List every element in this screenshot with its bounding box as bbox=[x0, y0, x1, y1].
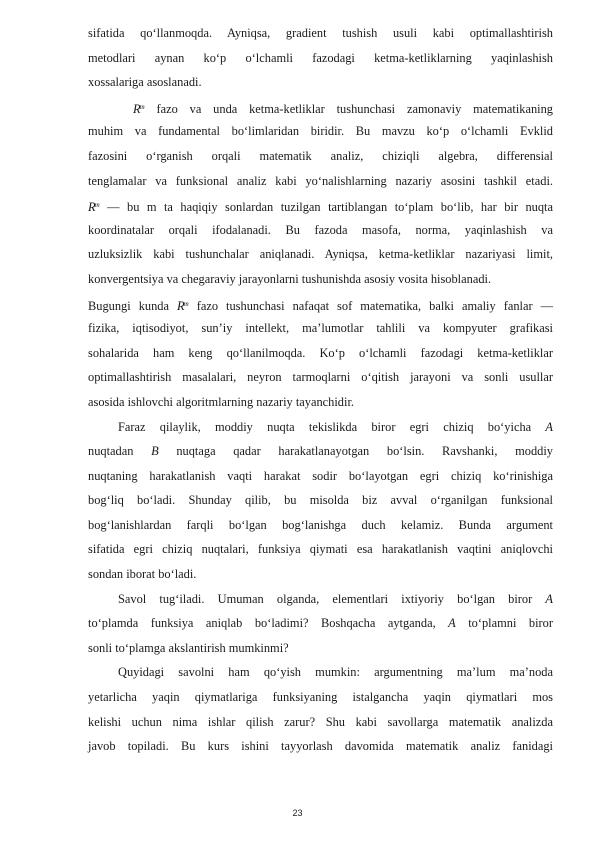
text-line: javob topiladi. Bu kurs ishini tayyorlash davomida matematik analiz fanidagi bbox=[88, 739, 553, 754]
math-superscript-m: m bbox=[139, 102, 145, 111]
math-superscript-m: m bbox=[183, 299, 189, 308]
text-line: nuqtaning harakatlanish vaqti harakat sodir bo‘layotgan egri chiziq ko‘rinishiga bbox=[88, 468, 553, 483]
text-line: metodlari aynan ko‘p o‘lchamli fazodagi ketma-ketliklarning yaqinlashish bbox=[88, 50, 553, 65]
text-line: kelishi uchun nima ishlar qilish zarur? Shu kabi savollarga matematik analizda bbox=[88, 714, 553, 729]
math-symbol-b: B bbox=[151, 444, 159, 459]
text-line: koordinatalar orqali ifodalanadi. Bu fazoda masofa, norma, yaqinlashish va bbox=[88, 222, 553, 237]
text-line: bog‘liq bo‘ladi. Shunday qilib, bu misolda biz avval o‘rganilgan funksional bbox=[88, 493, 553, 508]
text-line: yetarlicha yaqin qiymatlariga funksiyaning istalgancha yaqin qiymatlari mos bbox=[88, 690, 553, 705]
math-symbol-a: A bbox=[545, 591, 553, 606]
text-line: optimallashtirish masalalari, neyron tarmoqlarni o‘qitish jarayoni va sonli usullar bbox=[88, 370, 553, 385]
text-line: konvergentsiya va chegaraviy jarayonlarni tushunishda asosiy vosita hisoblanadi. bbox=[88, 271, 492, 286]
text-line: to‘plamda funksiya aniqlab bo‘ladimi? Boshqacha aytganda, A to‘plamni biror bbox=[88, 616, 553, 631]
text-line: Faraz qilaylik, moddiy nuqta tekislikda biror egri chiziq bo‘yicha A bbox=[118, 419, 553, 434]
text-line: fazosini o‘rganish orqali matematik analiz, chiziqli algebra, differensial bbox=[88, 148, 553, 163]
text-line: sifatida egri chiziq nuqtalari, funksiya qiymati esa harakatlanish vaqtini aniqlovchi bbox=[88, 542, 553, 557]
math-symbol-r: R bbox=[177, 298, 185, 313]
text-line: sondan iborat bo‘ladi. bbox=[88, 567, 197, 582]
math-symbol-a: A bbox=[545, 419, 553, 434]
text-line: nuqtadan B nuqtaga qadar harakatlanayotgan bo‘lsin. Ravshanki, moddiy bbox=[88, 444, 553, 459]
text-line: Bugungi kunda $R^m$ fazo tushunchasi nafaqat sof matematika, balki amaliy fanlar — bbox=[88, 298, 553, 313]
text-line: bog‘lanishlardan farqli bo‘lgan bog‘lanishga duch kelamiz. Bunda argument bbox=[88, 517, 553, 532]
text-line: asosida ishlovchi algoritmlarning nazariy tayanchidir. bbox=[88, 394, 354, 409]
body-text bbox=[88, 21, 553, 759]
math-superscript-m: m bbox=[94, 201, 100, 210]
math-symbol-r: R bbox=[133, 101, 141, 116]
text-line: xossalariga asoslanadi. bbox=[88, 75, 202, 90]
text-line: sohalarida ham keng qo‘llanilmoqda. Ko‘p o‘lchamli fazodagi ketma-ketliklar bbox=[88, 345, 553, 360]
text-line: $R^m$ fazo va unda ketma-ketliklar tushunchasi zamonaviy matematikaning bbox=[133, 101, 553, 116]
text-line: uzluksizlik kabi tushunchalar aniqlanadi. Ayniqsa, ketma-ketliklar nazariyasi limit, bbox=[88, 247, 553, 262]
math-symbol-r: R bbox=[88, 200, 96, 215]
text-line: Quyidagi savolni ham qo‘yish mumkin: argumentning ma’lum ma’noda bbox=[118, 665, 553, 680]
text-line: fizika, iqtisodiyot, sun’iy intellekt, ma’lumotlar tahlili va kompyuter grafikasi bbox=[88, 321, 553, 336]
text-line: tenglamalar va funksional analiz kabi yo‘nalishlarning nazariy asosini tashkil etadi. bbox=[88, 173, 553, 188]
text-line: muhim va fundamental bo‘limlaridan biridir. Bu mavzu ko‘p o‘lchamli Evklid bbox=[88, 124, 553, 139]
text-line: Savol tug‘iladi. Umuman olganda, elementlari ixtiyoriy bo‘lgan biror A bbox=[118, 591, 553, 606]
text-line: $R^m$ — bu m ta haqiqiy sonlardan tuzilgan tartiblangan to‘plam bo‘lib, har bir nuqta bbox=[88, 200, 553, 215]
page-number: 23 bbox=[292, 808, 303, 818]
text-line: sonli to‘plamga akslantirish mumkinmi? bbox=[88, 640, 289, 655]
text-line: sifatida qo‘llanmoqda. Ayniqsa, gradient tushish usuli kabi optimallashtirish bbox=[88, 26, 553, 40]
math-symbol-a: A bbox=[448, 616, 456, 631]
